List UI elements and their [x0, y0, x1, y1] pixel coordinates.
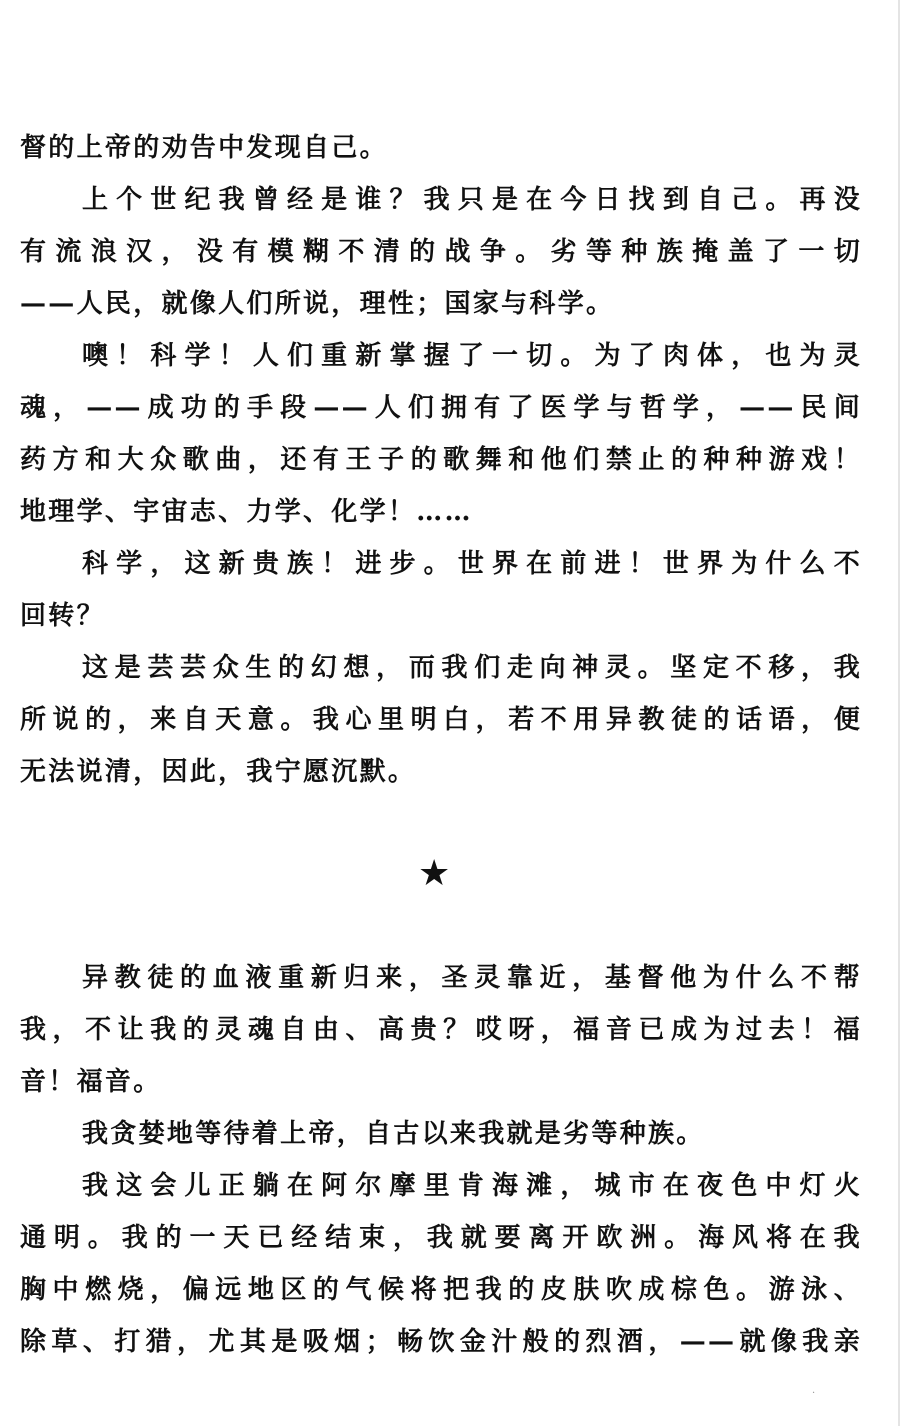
text-line: 音！福音。: [20, 1067, 162, 1097]
text-line: 魂，——成功的手段——人们拥有了医学与哲学，——民间: [20, 393, 862, 423]
text-line: 胸中燃烧，偏远地区的气候将把我的皮肤吹成棕色。游泳、: [20, 1275, 862, 1305]
text-line: 地理学、宇宙志、力学、化学！……: [20, 497, 473, 527]
text-line: 无法说清，因此，我宁愿沉默。: [20, 757, 417, 787]
text-line: 回转？: [20, 601, 105, 631]
paragraph-start-line: 这是芸芸众生的幻想，而我们走向神灵。坚定不移，我: [82, 653, 862, 683]
text-line: 所说的，来自天意。我心里明白，若不用异教徒的话语，便: [20, 705, 862, 735]
text-line: 有流浪汉，没有模糊不清的战争。劣等种族掩盖了一切: [20, 237, 862, 267]
text-line: 督的上帝的劝告中发现自己。: [20, 133, 388, 163]
paragraph-start-line: 科学，这新贵族！进步。世界在前进！世界为什么不: [82, 549, 862, 579]
text-line: ——人民，就像人们所说，理性；国家与科学。: [20, 289, 615, 319]
paragraph-start-line: 我贪婪地等待着上帝，自古以来我就是劣等种族。: [82, 1119, 705, 1149]
paragraph-start-line: 上个世纪我曾经是谁？我只是在今日找到自己。再没: [82, 185, 862, 215]
text-line: 通明。我的一天已经结束，我就要离开欧洲。海风将在我: [20, 1223, 862, 1253]
text-line: 药方和大众歌曲，还有王子的歌舞和他们禁止的种种游戏！: [20, 445, 862, 475]
scan-speck: ·: [812, 1388, 816, 1399]
paragraph-start-line: 异教徒的血液重新归来，圣灵靠近，基督他为什么不帮: [82, 963, 862, 993]
text-line: 除草、打猎，尤其是吸烟；畅饮金汁般的烈酒，——就像我亲: [20, 1327, 862, 1357]
paragraph-start-line: 我这会儿正躺在阿尔摩里肯海滩，城市在夜色中灯火: [82, 1171, 862, 1201]
text-line: 我，不让我的灵魂自由、高贵？哎呀，福音已成为过去！福: [20, 1015, 862, 1045]
paragraph-start-line: 噢！科学！人们重新掌握了一切。为了肉体，也为灵: [82, 341, 862, 371]
section-separator-star: ★: [418, 853, 451, 894]
